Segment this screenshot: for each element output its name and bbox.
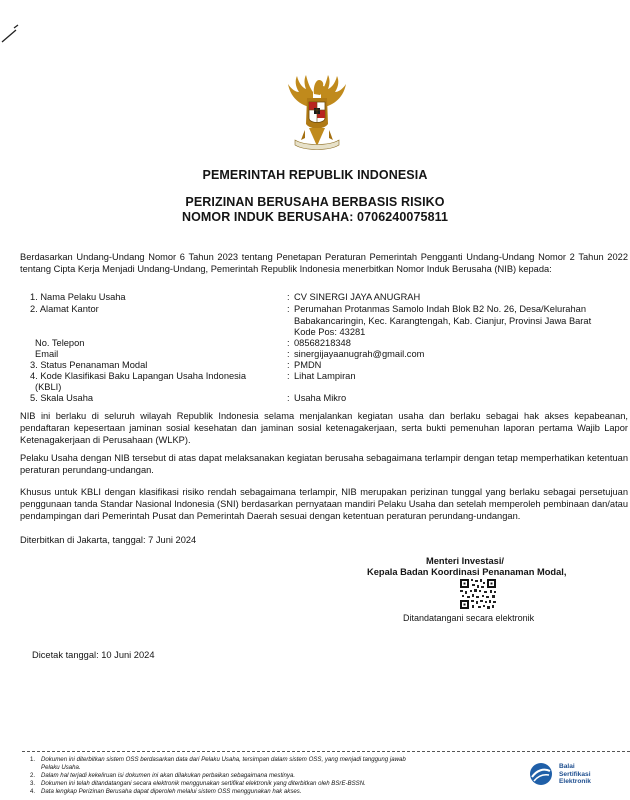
signatory-institution: Kepala Badan Koordinasi Penanaman Modal, (367, 567, 567, 577)
status-value: PMDN (294, 360, 322, 370)
kbli-label: 4. Kode Klasifikasi Baku Lapangan Usaha Indonesia (30, 371, 247, 381)
footer-note-3: 3. Dokumen ini telah ditandatangani secara elektronik menggunakan sertifikat elektronik yang diterbitkan oleh BSrE-BSSN. (30, 780, 366, 787)
telepon-label: No. Telepon (35, 338, 85, 348)
telepon-value: 08568218348 (294, 338, 351, 348)
nib-number: NOMOR INDUK BERUSAHA: 0706240075811 (181, 210, 449, 224)
skala-label: 5. Skala Usaha (30, 393, 94, 403)
colon: : (287, 304, 290, 314)
colon: : (287, 393, 290, 403)
status-label: 3. Status Penanaman Modal (30, 360, 148, 370)
kbli-value: Lihat Lampiran (294, 371, 356, 381)
footer-note-4: 4. Data lengkap Perizinan Berusaha dapat diperoleh melalui sistem OSS menggunakan hak akses. (30, 788, 302, 795)
qr-code (459, 578, 497, 610)
footer-note-1-cont: Pelaku Usaha. (41, 764, 81, 771)
footer-divider (22, 751, 630, 752)
garuda-emblem (283, 72, 351, 154)
government-title: PEMERINTAH REPUBLIK INDONESIA (202, 168, 428, 182)
electronic-signature-note: Ditandatangani secara elektronik (403, 613, 535, 623)
nama-value: CV SINERGI JAYA ANUGRAH (294, 292, 421, 302)
email-value: sinergijayaanugrah@gmail.com (294, 349, 425, 359)
nama-label: 1. Nama Pelaku Usaha (30, 292, 126, 302)
intro-paragraph: Berdasarkan Undang-Undang Nomor 6 Tahun 2023 tentang Penetapan Peraturan Pemerintah Pengganti Undang-Undang Nomor 2 Tahun 2022 tentang Cipta Kerja Menjadi Undang-Undang, Pemerintah Republik Indonesia menerbitkan Nomor Induk Berusaha (NIB) kepada: (20, 252, 628, 274)
footer-note-2: 2. Dalam hal terjadi kekeliruan isi dokumen ini akan dilakukan perbaikan sebagaimana mestinya. (30, 772, 296, 779)
footer-notes (25, 756, 560, 796)
issued-date: Diterbitkan di Jakarta, tanggal: 7 Juni 2024 (20, 535, 197, 545)
printed-date: Dicetak tanggal: 10 Juni 2024 (32, 650, 155, 660)
colon: : (287, 338, 290, 348)
bsre-logo-text: Balai Sertifikasi Elektronik (559, 763, 591, 785)
colon: : (287, 371, 290, 381)
document-type-title: PERIZINAN BERUSAHA BERBASIS RISIKO (185, 195, 445, 209)
colon: : (287, 292, 290, 302)
skala-value: Usaha Mikro (294, 393, 347, 403)
nib-validity-paragraph: NIB ini berlaku di seluruh wilayah Republik Indonesia selama menjalankan kegiatan usaha dan berlaku sebagai hak akses kepabeanan, pendaftaran kepesertaan jaminan sosial kesehatan dan jaminan sosial ketenagakerjaan, serta bukti pemenuhan laporan pertama Wajib Lapor Ketenagakerjaan di Perusahaan (WLKP). (20, 411, 628, 445)
activity-paragraph: Pelaku Usaha dengan NIB tersebut di atas dapat melaksanakan kegiatan berusaha sebagaimana terlampir dengan tetap memperhatikan ketentuan peraturan perundang-undangan. (20, 453, 628, 475)
alamat-label: 2. Alamat Kantor (30, 304, 99, 314)
bsre-logo-icon (528, 762, 554, 786)
corner-mark (0, 22, 20, 44)
alamat-line-3: Kode Pos: 43281 (294, 327, 366, 337)
alamat-line-2: Babakancaringin, Kec. Karangtengah, Kab. Cianjur, Provinsi Jawa Barat (294, 315, 592, 326)
kbli-label-abbrev: (KBLI) (35, 382, 62, 392)
email-label: Email (35, 349, 59, 359)
colon: : (287, 349, 290, 359)
footer-note-1: 1. Dokumen ini diterbitkan sistem OSS berdasarkan data dari Pelaku Usaha, tersimpan dalam sistem OSS, yang menjadi tanggung jawab (30, 756, 406, 763)
signatory-title: Menteri Investasi/ (426, 556, 505, 566)
sni-paragraph: Khusus untuk KBLI dengan klasifikasi risiko rendah sebagaimana terlampir, NIB merupakan perizinan tunggal yang berlaku sebagai persetujuan penggunaan tanda Standar Nasional Indonesia (SNI) berdasarkan pernyataan mandiri Pelaku Usaha dan setelah memperoleh pembinaan dan/atau pendampingan dari Pemerintah Pusat dan Pemerintah Daerah sesuai dengan ketentuan peraturan perundang-undangan. (20, 487, 628, 521)
alamat-line-1: Perumahan Protanmas Samolo Indah Blok B2 No. 26, Desa/Kelurahan (294, 304, 586, 314)
colon: : (287, 360, 290, 370)
